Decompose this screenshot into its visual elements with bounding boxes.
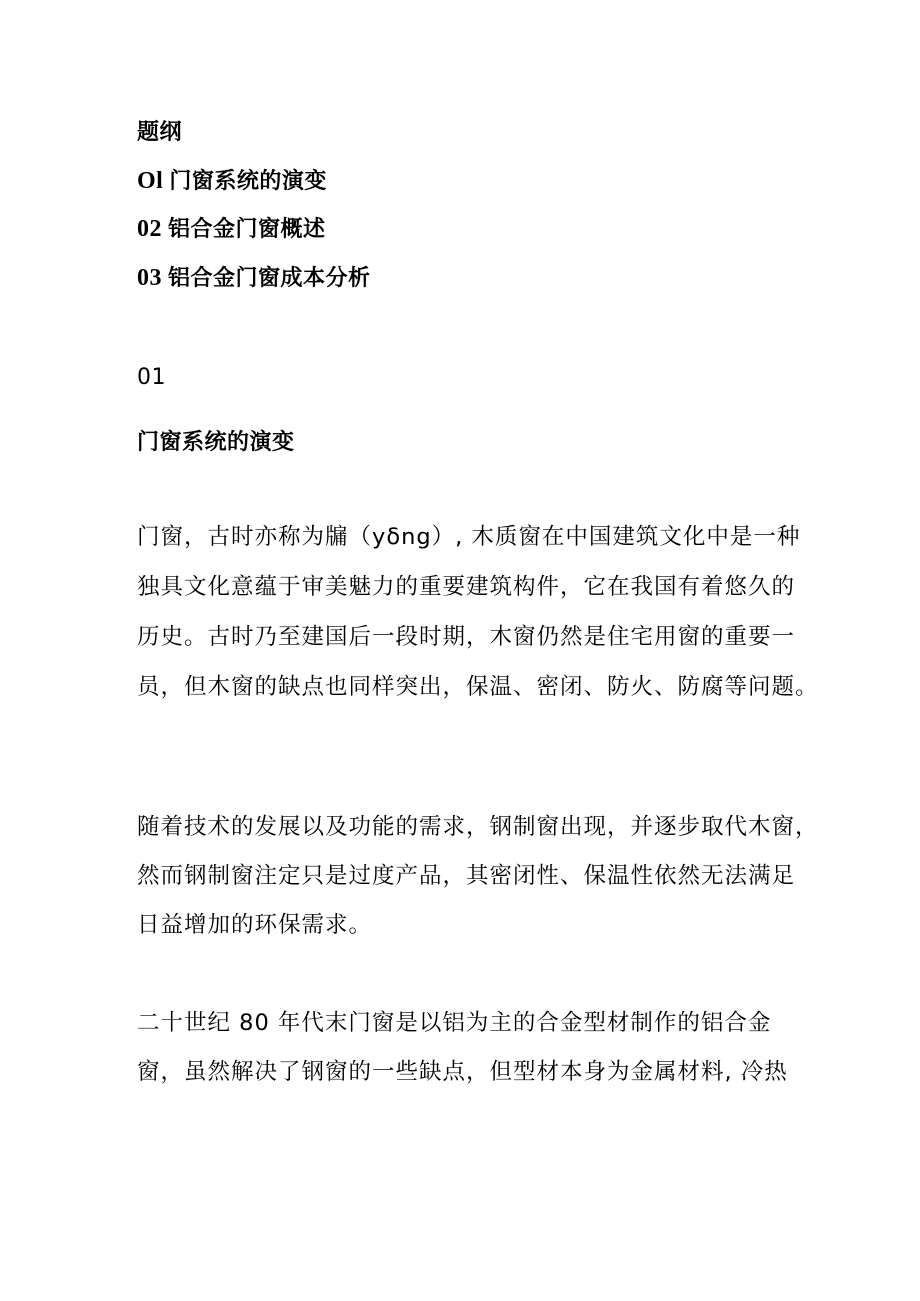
- section-heading: 门窗系统的演变: [137, 430, 295, 455]
- outline-item-1: [137, 166, 327, 197]
- paragraph-1-line-1: 门窗，古时亦称为牖（yδng）, 木质窗在中国建筑文化中是一种: [137, 524, 801, 550]
- paragraph-2-line-1: 随着技术的发展以及功能的需求，钢制窗出现，并逐步取代木窗，: [137, 814, 819, 840]
- outline-item-number: 02: [137, 216, 162, 242]
- outline-item-text: 铝合金门窗成本分析: [168, 266, 371, 291]
- paragraph-1-line-3: 历史。古时乃至建国后一段时期，木窗仍然是住宅用窗的重要一: [137, 624, 796, 650]
- paragraph-1-line-2: 独具文化意蕴于审美魅力的重要建筑构件，它在我国有着悠久的: [137, 574, 796, 600]
- outline-item-number: 03: [137, 265, 162, 291]
- paragraph-1-line-4: 员，但木窗的缺点也同样突出，保温、密闭、防火、防腐等问题。: [137, 674, 819, 700]
- section-number: 01: [137, 365, 166, 390]
- outline-item-number: Ol: [137, 168, 164, 194]
- outline-title: 题纲: [137, 120, 183, 145]
- outline-item-2: [137, 214, 326, 245]
- paragraph-2-line-2: 然而钢制窗注定只是过度产品，其密闭性、保温性依然无法满足: [137, 863, 796, 889]
- outline-item-text: 铝合金门窗概述: [168, 217, 326, 242]
- paragraph-3-line-1: 二十世纪 80 年代末门窗是以铝为主的合金型材制作的铝合金: [137, 1010, 772, 1036]
- outline-item-text: 门窗系统的演变: [169, 169, 327, 194]
- paragraph-2-line-3: 日益增加的环保需求。: [137, 912, 373, 938]
- outline-item-3: [137, 263, 371, 294]
- paragraph-3-line-2: 窗，虽然解决了钢窗的一些缺点，但型材本身为金属材料, 冷热: [137, 1059, 788, 1085]
